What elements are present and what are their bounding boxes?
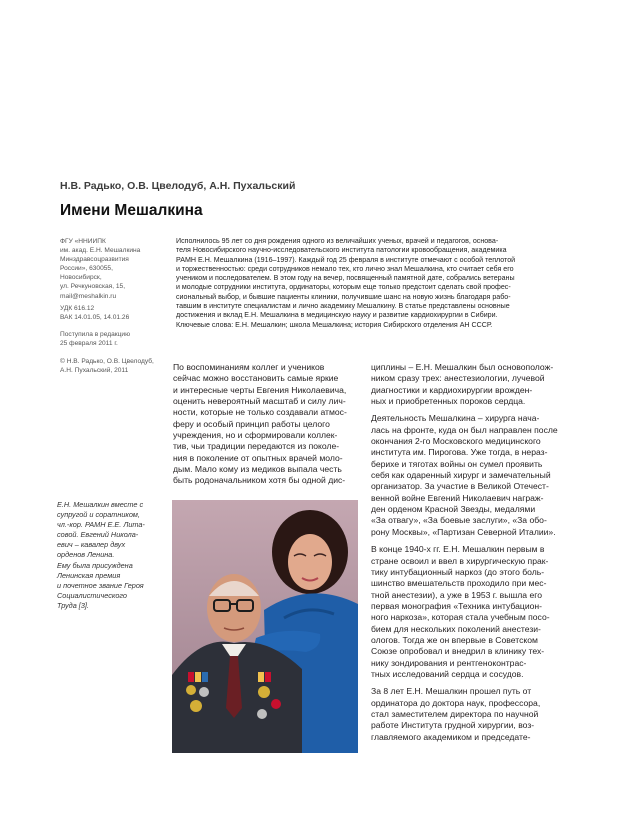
body-line: ден орденом Красной Звезды, медалями — [371, 504, 536, 515]
caption-line: Ему была присуждена — [57, 560, 133, 570]
body-line: работе Института грудной хирургии, воз- — [371, 720, 535, 731]
body-line: и интересные черты Евгения Николаевича, — [173, 384, 347, 395]
abstract-line: РАМН Е.Н. Мешалкина (1916–1997). Каждый год 25 февраля в институте отмечают с особой теплотой — [176, 255, 516, 264]
body-line: оценить невероятный масштаб и силу лич- — [173, 396, 346, 407]
portrait-illustration — [172, 500, 358, 753]
body-column-left — [173, 362, 363, 487]
udk-line: УДК 616.12 — [60, 305, 95, 312]
caption-line: Е.Н. Мешалкин вместе с — [57, 500, 144, 509]
abstract — [176, 237, 576, 330]
affiliation-email[interactable]: mail@meshalkin.ru — [60, 292, 117, 300]
caption-line: Труда [3]. — [57, 600, 89, 610]
body-line: В конце 1940-х гг. Е.Н. Мешалкин первым в — [371, 544, 545, 555]
affiliation-line: Минздравсоцразвития — [60, 256, 129, 264]
body-line: За 8 лет Е.Н. Мешалкин прошел путь от — [371, 686, 532, 697]
affiliation-line: Новосибирск, — [60, 274, 102, 282]
body-line: организатор. За участие в Великой Отечест- — [371, 481, 549, 492]
body-line: ником сразу трех: анестезиологии, лучевой — [371, 373, 545, 384]
article-authors: Н.В. Радько, О.В. Цвелодуб, А.Н. Пухальский — [60, 180, 296, 192]
abstract-line: и торжественностью: среди сотрудников немало тех, кто лично знал Мешалкина, кто считает себя его — [176, 264, 514, 273]
body-line: ного наркоза», которая стала учебным посо- — [371, 612, 550, 623]
body-line: стал заместителем директора по научной — [371, 708, 539, 719]
affiliation-line: ФГУ «ННИИПК — [60, 238, 106, 245]
body-line: феру и особый принцип работы целого — [173, 418, 330, 429]
abstract-line: достижения и вклад Е.Н. Мешалкина в медицинскую науку и развитие кардиохирургии в Сибири. — [176, 311, 498, 320]
body-line: дым. Мало кому из медиков выпала честь — [173, 464, 342, 475]
affiliation-line: им. акад. Е.Н. Мешалкина — [60, 247, 141, 255]
body-line: тику интубационный наркоз (до этого боль- — [371, 566, 545, 577]
body-line: циплины – Е.Н. Мешалкин был основополож- — [371, 362, 554, 372]
received-line: 25 февраля 2011 г. — [60, 340, 118, 348]
body-line: По воспоминаниям коллег и учеников — [173, 362, 325, 372]
body-line: первая монография «Техника интубацион- — [371, 600, 543, 611]
abstract-line: учеником и последователем. В этом году на вечер, посвященный памятной дате, собрались ветераны — [176, 274, 515, 283]
body-line: учреждения, но и сформировали коллек- — [173, 430, 338, 441]
body-line: диагностики и кардиохирургии врожден- — [371, 384, 533, 395]
body-line: себя как одаренный хирург и замечательный — [371, 470, 551, 481]
body-line: главляемого академиком и председате- — [371, 731, 531, 742]
copyright-line: © Н.В. Радько, О.В. Цвелодуб, — [60, 358, 154, 365]
portrait-photo — [172, 500, 358, 753]
body-line: «За отвагу», «За боевые заслуги», «За обо- — [371, 515, 547, 526]
body-line: стране освоил и ввел в хирургическую прак- — [371, 555, 549, 566]
body-line: бием для нескольких поколений анестези- — [371, 623, 541, 634]
affiliation-block — [60, 237, 165, 301]
copyright-block — [60, 357, 165, 375]
abstract-line: сиональный выбор, и бывшие пациенты клиники, получившие шанс на новую жизнь благодаря рабо- — [176, 292, 511, 301]
abstract-line: Исполнилось 95 лет со дня рождения одного из величайших ученых, врачей и педагогов, основа- — [176, 237, 499, 245]
abstract-line: теля Новосибирского научно-исследовательского института патологии кровообращения, академика — [176, 246, 507, 255]
caption-line: супругой и соратником, — [57, 510, 140, 520]
body-line: быть родоначальником хотя бы одной дис- — [173, 475, 346, 486]
received-line: Поступила в редакцию — [60, 331, 131, 338]
body-column-right — [371, 362, 571, 743]
body-line: рону Москвы», «Партизан Северной Италии». — [371, 526, 556, 537]
affiliation-line: ул. Речкуновская, 15, — [60, 283, 126, 291]
received-block — [60, 330, 165, 348]
abstract-line: и молодые сотрудники института, ординаторы, которым еще только предстоит сделать свой профес- — [176, 283, 511, 292]
body-line: лась на фронте, куда он был направлен после — [371, 424, 558, 435]
body-line: сейчас можно восстановить самые яркие — [173, 373, 339, 384]
body-line: Деятельность Мешалкина – хирурга нача- — [371, 413, 540, 424]
body-line: ности, которые не только создавали атмос- — [173, 407, 347, 418]
body-line: тной анестезии), а уже в 1953 г. вышла его — [371, 589, 542, 600]
body-line: ных и приобретенных пороков сердца. — [371, 396, 526, 407]
caption-line: и почетное звание Героя — [57, 580, 144, 590]
caption-line: орденов Ленина. — [57, 550, 115, 560]
article-title: Имени Мешалкина — [60, 202, 203, 219]
udk-line: ВАК 14.01.05, 14.01.26 — [60, 314, 130, 322]
caption-line: совой. Евгений Никола- — [57, 530, 139, 540]
body-line: берихе и тяготах войны он сумел проявить — [371, 458, 543, 469]
body-line: нику зондирования и рентгеноконтрас- — [371, 657, 527, 668]
caption-line: чл.-кор. РАМН Е.Е. Лита- — [57, 520, 145, 530]
body-line: тных исследований сердца и сосудов. — [371, 668, 524, 679]
copyright-line: А.Н. Пухальский, 2011 — [60, 367, 129, 375]
body-line: Союзе опробовал и внедрил в клинику тех- — [371, 646, 545, 657]
body-line: института им. Пирогова. Уже тогда, в нераз- — [371, 447, 548, 458]
body-line: ния в поколение от опытных врачей моло- — [173, 452, 343, 463]
body-line: шинство вмешательств проходило при мес- — [371, 578, 547, 589]
body-line: тив, чьи традиции передаются из поколе- — [173, 441, 340, 452]
affiliation-line: России», 630055, — [60, 265, 113, 273]
body-line: ологов. Тогда же он впервые в Советском — [371, 634, 538, 645]
udk-block — [60, 304, 165, 322]
caption-line: Социалистического — [57, 590, 127, 600]
abstract-line: тавшим в институте специалистам и лично академику Мешалкину. В статье представлены основные — [176, 302, 510, 311]
body-line: венной войне Евгений Николаевич награж- — [371, 492, 544, 503]
keywords-line: Ключевые слова: Е.Н. Мешалкин; школа Мешалкина; история Сибирского отделения АН СССР. — [176, 320, 493, 329]
caption-line: евич – кавалер двух — [57, 540, 126, 550]
body-line: окончания 2-го Московского медицинского — [371, 436, 541, 447]
photo-caption — [57, 500, 167, 611]
caption-line: Ленинская премия — [57, 570, 121, 580]
body-line: ординатора до доктора наук, профессора, — [371, 697, 541, 708]
